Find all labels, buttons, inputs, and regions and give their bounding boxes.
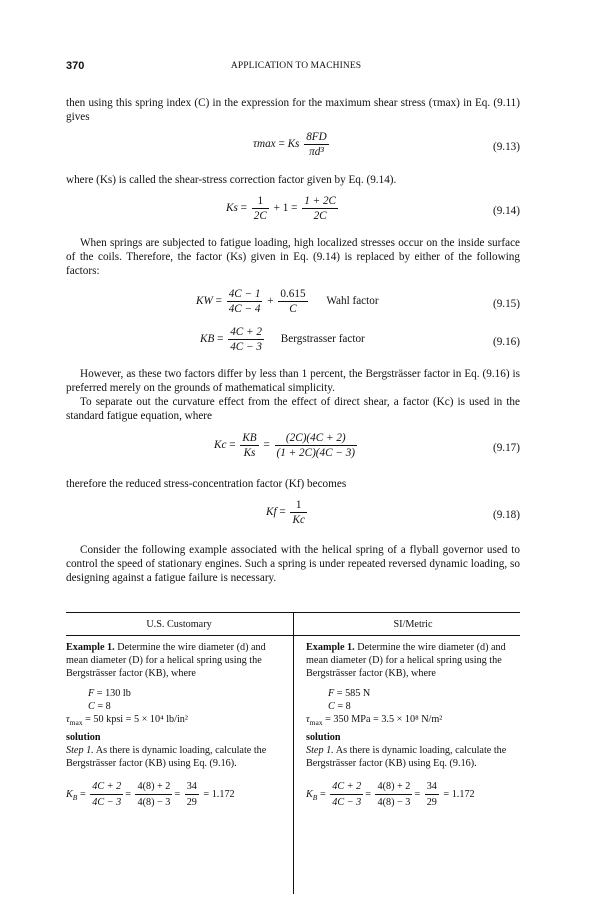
given-values-us: F = 130 lb C = 8 $\tau_{max} = 50$ kpsi = 5 × 10⁴ lb/in² [66,688,188,728]
calc-result-us: = 1.172 [203,788,235,800]
step-label-us: Step 1. [66,745,94,756]
eq16-den: 4C − 3 [230,341,262,353]
eq14-f1-num: 1 [252,195,269,209]
eq15-label: Wahl factor [326,295,379,308]
calc-n1-us: 4C + 2 [90,780,123,795]
calc-d1-si: 4C − 3 [332,797,362,808]
eq14-plus-one: + 1 [273,202,289,215]
eq17-f1-den: Ks [243,447,256,459]
page-header [66,60,526,74]
step-label-si: Step 1. [306,745,334,756]
calc-n3-us: 34 [185,780,199,795]
column-heading-us: U.S. Customary [146,619,212,630]
paragraph-flyball-example: Consider the following example associated with the helical spring of a flyball governor used to control the speed of stationary engines. Such a spring is under repeated reversed dynamic loading, so designing against a fatigue failure is necessary. [66,544,520,584]
calc-d2-si: 4(8) − 3 [377,797,411,808]
eq16-number: (9.16) [492,336,520,348]
eq14-f2-den: 2C [313,210,327,222]
given-values-si: F = 585 N C = 8 $\tau_{max} = 350$ MPa = 3.5 × 10⁸ N/m² [306,688,443,728]
page-number: 370 [66,60,85,72]
given-c-si: 8 [345,701,351,712]
calc-d1-us: 4C − 3 [92,797,122,808]
example-us [66,641,280,680]
eq17-f1-num: KB [242,432,257,444]
paragraph-fatigue-loading: When springs are subjected to fatigue loading, high localized stresses occur on the inside surface of the coils. Therefore, the factor (Ks) given in Eq. (9.14) is replaced by either of the following factors: [66,237,520,277]
step-1-si [306,744,520,770]
eq14-f1-den: 2C [253,210,267,222]
eq16-label: Bergstrasser factor [280,333,365,346]
given-tau-si: 350 MPa = 3.5 × 10⁸ N/m² [333,714,443,725]
eq15-f1-den: 4C − 4 [228,303,261,315]
solution-label-si: solution [306,732,341,743]
eq13-lhs: τmax [253,138,276,151]
calc-n3-si: 34 [425,780,439,795]
column-si [306,641,520,809]
eq15-lhs: KW [196,295,213,308]
paragraph-reduced-factor: therefore the reduced stress-concentration factor (Kf) becomes [66,478,347,490]
eq14-number: (9.14) [492,205,520,217]
page: 370 APPLICATION TO MACHINES then using this spring index (C) in the expression for the maximum shear stress (τmax) in Eq. (9.11) gives τmax = Ks $\frac{8FD}{\text{πd³}}$ (9.13) where (Ks) is called the shear-stress correction factor given by Eq. (9.14). Ks = $\frac{1}{2C}$ + 1 = $\frac{1 + 2C}{2C}$ (9.14) When springs are subjected to fatigue loading, high localized stresses occur on the inside surface of the coils. Therefore, the factor (Ks) given in Eq. (9.14) is replaced by either of the following factors: KW = $\frac{4C - 1}{4C - 4}$ + $\frac{0.615}{C}$ Wahl factor (9.15) KB = $\frac{4C + 2}{4C - 3}$ Bergstrasser factor (9.16) However, as these two factors differ by less than 1 percent, the Bergsträsser factor in Eq. (9.16) is preferred merely on the grounds of mathematical simplicity. To separate out the curvature effect from the effect of direct shear, a factor (Kc) is used in the standard fatigue equation, where Kc = $\frac{KB}{Ks}$ = $\frac{(2C)(4C + 2)}{(1 + 2C)(4C - 3)}$ (9.17) therefore the reduced stress-concentration factor (Kf) becomes Kf = $\frac{1}{Kc}$ (9.18) Consider the following example associated with the helical spring of a flyball governor used to control the speed of stationary engines. Such a spring is under repeated reversed dynamic loading, so designing against a fatigue failure is necessary. U.S. Customary SI/Metric Example 1. Determine the wire diameter (d) and mean diameter (D) for a helical spring using the Bergsträsser factor (KB), where F = 130 lb C = 8 $\tau_{max} = 50$ kpsi = 5 × 10⁴ lb/in² solution Step 1. As there is dynamic loading, calculate the Bergsträsser factor (KB) using Eq. (9.16). $K_B$ = $\frac{4C + 2}{4C - 3}$ = $\frac{4(8) + 2}{4(8) - 3}$ = $\frac{34}{29}$ = 1.172 Example 1. Determine the wire diameter (d) and mean diameter (D) for a helical spring using the Bergsträsser factor (KB), where F = 585 N C = 8 $\tau_{max} = 350$ MPa = 3.5 × 10⁸ N/m² solution Step 1. As there is dynamic loading, calculate the Bergsträsser factor (KB) using Eq. (9.16). $K_B$ = $\frac{4C + 2}{4C - 3}$ = $\frac{4(8) + 2}{4(8) - 3}$ = $\frac{34}{29}$ = 1.172 [0,0,600,900]
eq13-number: (9.13) [492,141,520,153]
eq18-number: (9.18) [492,509,520,521]
running-head: APPLICATION TO MACHINES [230,61,362,71]
eq18-den: Kc [292,514,305,526]
table-column-divider [293,612,294,894]
column-us [66,641,280,809]
eq14-f2-num: 1 + 2C [304,195,336,207]
eq14-lhs: Ks [226,202,238,215]
eq17-f2-den: (1 + 2C)(4C − 3) [276,447,356,459]
example-text-si: Determine the wire diameter (d) and mean diameter (D) for a helical spring using the Bergsträsser factor (KB), where [306,642,506,679]
eq15-number: (9.15) [492,298,520,310]
calc-n1-si: 4C + 2 [330,780,363,795]
paragraph-factor-comparison: However, as these two factors differ by less than 1 percent, the Bergsträsser factor in Eq. (9.16) is preferred merely on the grounds of mathematical simplicity. [66,368,520,394]
example-si [306,641,520,680]
eq13-denominator: πd³ [309,146,324,158]
step-1-us [66,744,280,770]
paragraph-intro: then using this spring index (C) in the expression for the maximum shear stress (τmax) in Eq. (9.11) gives [66,97,520,123]
given-tau-us: 50 kpsi = 5 × 10⁴ lb/in² [93,714,188,725]
example-text-us: Determine the wire diameter (d) and mean diameter (D) for a helical spring using the Bergsträsser factor (KB), where [66,642,266,679]
calc-d2-us: 4(8) − 3 [137,797,171,808]
given-c-us: 8 [105,701,111,712]
step-text-si: As there is dynamic loading, calculate the Bergsträsser factor (KB) using Eq. (9.16). [306,745,507,769]
calc-d3-us: 29 [186,797,197,808]
example-label-us: Example 1. [66,642,115,653]
eq18-num: 1 [290,499,306,513]
given-f-si: 585 N [345,688,371,699]
solution-label-us: solution [66,732,101,743]
eq17-f2-num: (2C)(4C + 2) [275,432,358,446]
calc-d3-si: 29 [426,797,437,808]
eq16-lhs: KB [200,333,215,346]
calc-result-si: = 1.172 [443,788,475,800]
eq15-f2-den: C [289,303,297,315]
eq15-f2-num: 0.615 [280,288,306,300]
eq13-coef: Ks [287,138,300,151]
eq16-num: 4C + 2 [230,326,262,338]
calc-n2-us: 4(8) + 2 [135,780,172,795]
paragraph-ks-definition: where (Ks) is called the shear-stress correction factor given by Eq. (9.14). [66,174,397,186]
eq17-number: (9.17) [492,442,520,454]
given-f-us: 130 lb [105,688,131,699]
column-heading-si: SI/Metric [393,619,433,630]
example-label-si: Example 1. [306,642,355,653]
eq18-lhs: Kf [266,506,277,519]
calc-kb-us: $K_B$ = $\frac{4C + 2}{4C - 3}$ = $\frac{4(8) + 2}{4(8) - 3}$ = $\frac{34}{29}$ = 1.172 [66,781,235,808]
eq15-f1-num: 4C − 1 [228,288,261,300]
eq17-lhs: Kc [214,439,227,452]
eq13-numerator: 8FD [306,131,327,143]
step-text-us: As there is dynamic loading, calculate the Bergsträsser factor (KB) using Eq. (9.16). [66,745,267,769]
calc-n2-si: 4(8) + 2 [375,780,412,795]
calc-kb-si: $K_B$ = $\frac{4C + 2}{4C - 3}$ = $\frac{4(8) + 2}{4(8) - 3}$ = $\frac{34}{29}$ = 1.172 [306,781,475,808]
paragraph-curvature-effect: To separate out the curvature effect from the effect of direct shear, a factor (Kc) is used in the standard fatigue equation, where [66,396,520,422]
